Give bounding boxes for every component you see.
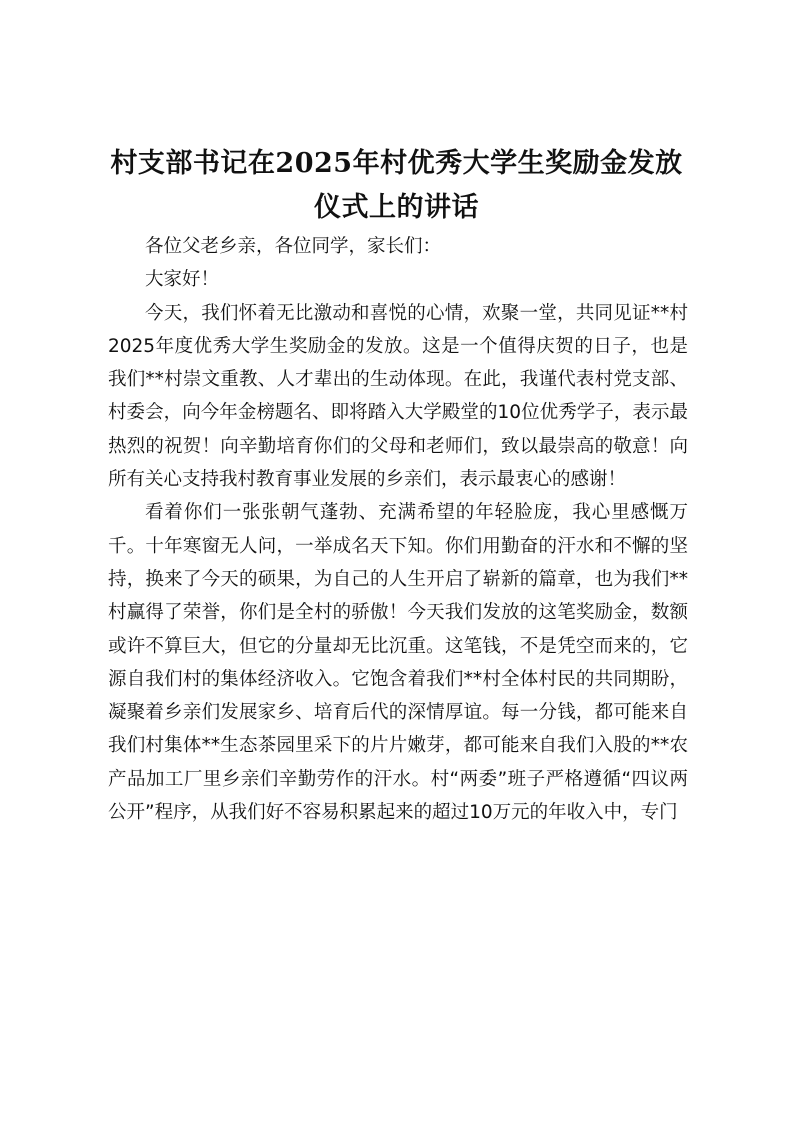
body-paragraph: 看着你们一张张朝气蓬勃、充满希望的年轻脸庞，我心里感慨万千。十年寒窗无人问，一举成名天下知。你们用勤奋的汗水和不懈的坚持，换来了今天的硕果，为自己的人生开启了崭新的篇章，也为我们**村赢得了荣誉，你们是全村的骄傲！今天我们发放的这笔奖励金，数额或许不算巨大，但它的分量却无比沉重。这笔钱，不是凭空而来的，它源自我们村的集体经济收入。它饱含着我们**村全体村民的共同期盼，凝聚着乡亲们发展家乡、培育后代的深情厚谊。每一分钱，都可能来自我们村集体**生态茶园里采下的片片嫩芽，都可能来自我们入股的**农产品加工厂里乡亲们辛勤劳作的汗水。村“两委”班子严格遵循“四议两公开”程序，从我们好不容易积累起来的超过10万元的年收入中，专门 [108, 502, 688, 824]
page-title: 村支部书记在2025年村优秀大学生奖励金发放仪式上的讲话 [110, 148, 683, 223]
document-body [108, 230, 688, 829]
body-paragraph: 今天，我们怀着无比激动和喜悦的心情，欢聚一堂，共同见证**村2025年度优秀大学生奖励金的发放。这是一个值得庆贺的日子，也是我们**村崇文重教、人才辈出的生动体现。在此，我谨代表村党支部、村委会，向今年金榜题名、即将踏入大学殿堂的10位优秀学子，表示最热烈的祝贺！向辛勤培育你们的父母和老师们，致以最崇高的敬意！向所有关心支持我村教育事业发展的乡亲们，表示最衷心的感谢！ [108, 302, 688, 491]
salutation-paragraph: 各位父老乡亲，各位同学，家长们： [145, 236, 442, 257]
greeting-paragraph: 大家好！ [145, 269, 220, 291]
